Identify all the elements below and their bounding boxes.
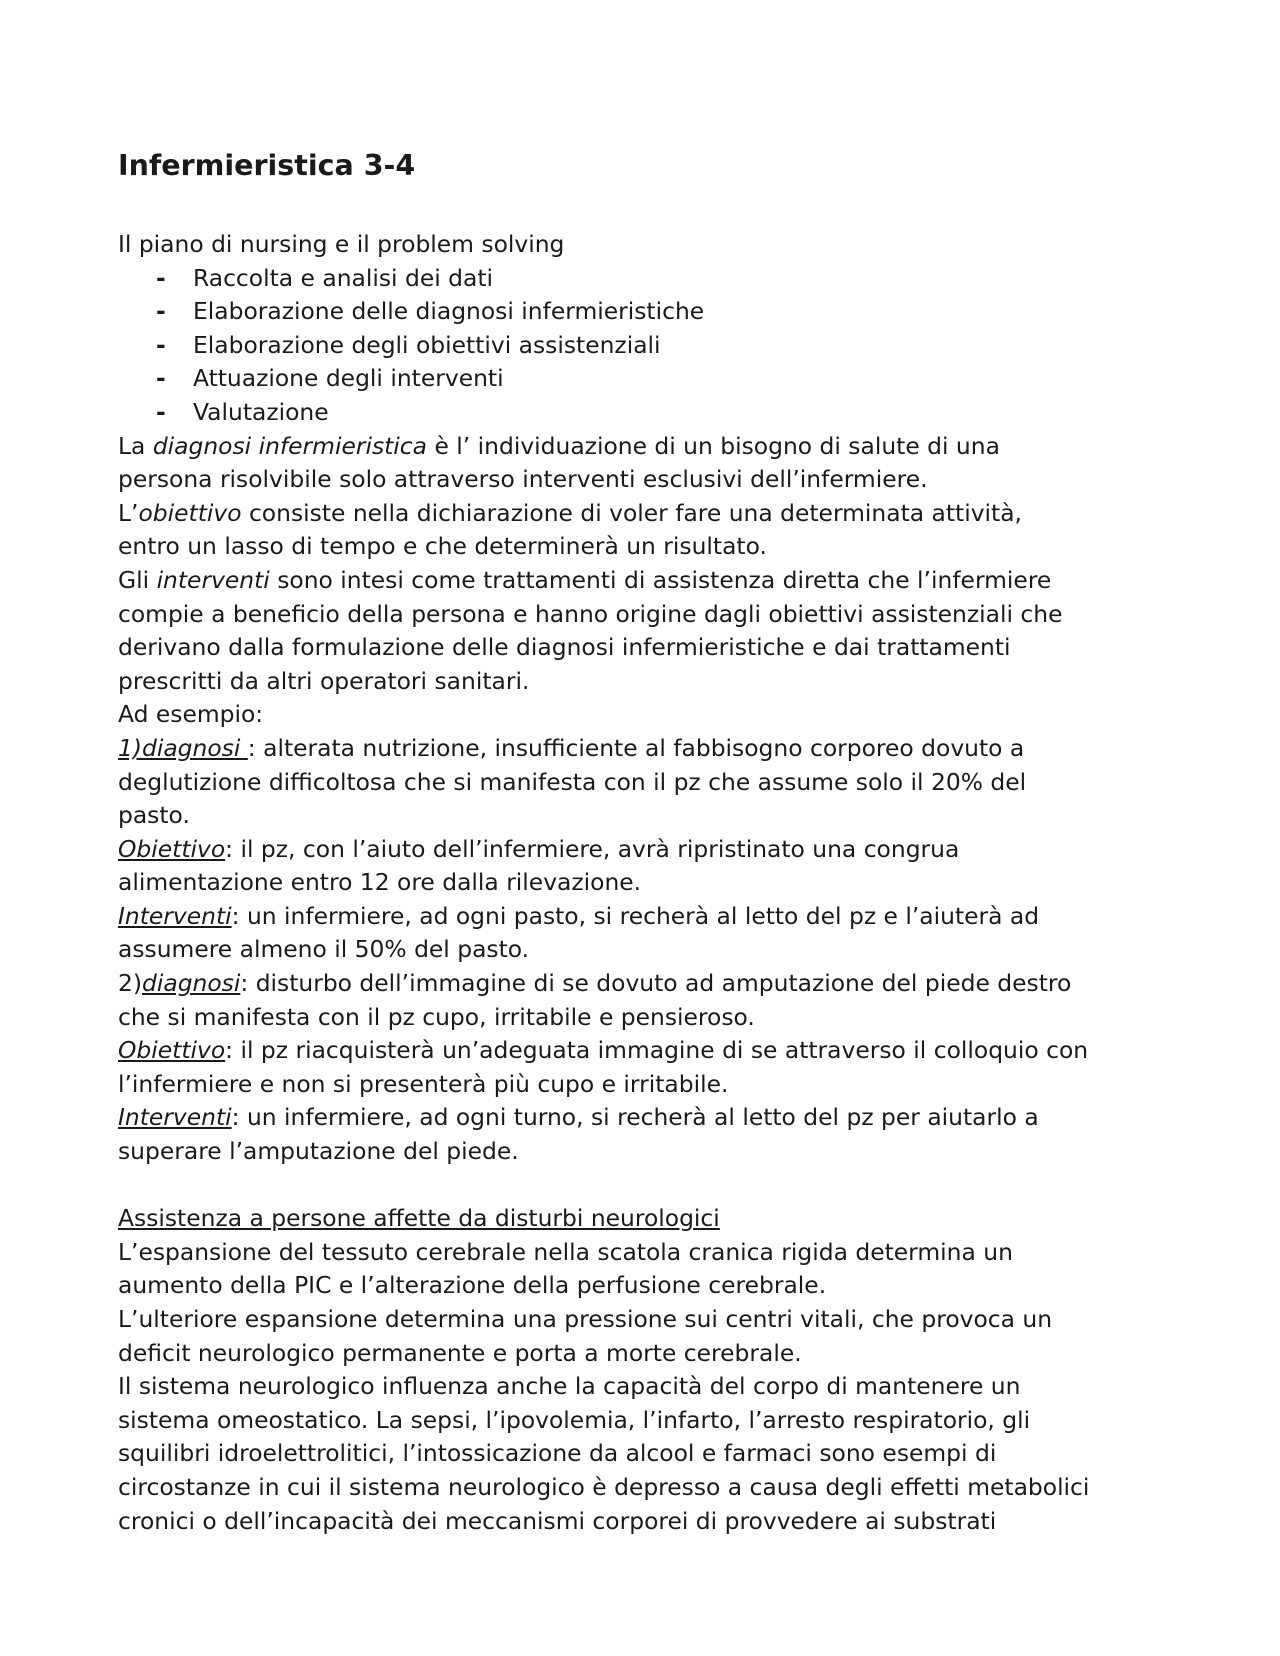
definition-diagnosi-line <box>118 430 1178 464</box>
example1-obiettivo-label: Obiettivo <box>118 834 226 863</box>
text-run: L’ <box>118 498 139 527</box>
section2-line: aumento della PIC e l’alterazione della perfusione cerebrale. <box>118 1271 827 1300</box>
list-item <box>118 329 1178 363</box>
term-interventi: interventi <box>156 565 270 594</box>
example1-interventi-line: assumere almeno il 50% del pasto. <box>118 935 530 964</box>
section2-line: deficit neurologico permanente e porta a morte cerebrale. <box>118 1338 802 1367</box>
list-item-text: Elaborazione delle diagnosi infermieristiche <box>193 297 705 326</box>
section2-line: squilibri idroelettrolitici, l’intossicazione da alcool e farmaci sono esempi di <box>118 1439 997 1468</box>
bullet-dash: - <box>156 397 166 426</box>
text-run: : alterata nutrizione, insufficiente al fabbisogno corporeo dovuto a <box>247 733 1025 762</box>
list-item-text: Raccolta e analisi dei dati <box>193 263 494 292</box>
example1-interventi-label: Interventi <box>118 901 232 930</box>
text-run: Gli <box>118 565 157 594</box>
list-item <box>118 295 1178 329</box>
definition-interventi-line: compie a beneficio della persona e hanno origine dagli obiettivi assistenziali che <box>118 599 1063 628</box>
example1-diagnosi-line <box>118 732 1178 766</box>
example2-diagnosi-line <box>118 967 1178 1001</box>
intro-line: Il piano di nursing e il problem solving <box>118 230 565 258</box>
document-title: Infermieristica 3-4 <box>118 149 416 182</box>
term-diagnosi-infermieristica: diagnosi infermieristica <box>152 431 428 460</box>
section2-line: circostanze in cui il sistema neurologico è depresso a causa degli effetti metabolici <box>118 1472 1090 1501</box>
section2-line: Il sistema neurologico influenza anche la capacità del corpo di mantenere un <box>118 1372 1021 1401</box>
example2-interventi-label: Interventi <box>118 1103 232 1132</box>
example2-diagnosi-line: che si manifesta con il pz cupo, irritabile e pensieroso. <box>118 1002 755 1031</box>
list-item-text: Elaborazione degli obiettivi assistenziali <box>193 330 661 359</box>
section-heading-neurologici: Assistenza a persone affette da disturbi neurologici <box>118 1204 720 1233</box>
text-run: La <box>118 431 153 460</box>
list-item-text: Attuazione degli interventi <box>193 364 504 393</box>
definition-interventi-line: derivano dalla formulazione delle diagnosi infermieristiche e dai trattamenti <box>118 633 1011 662</box>
section2-line: L’ulteriore espansione determina una pressione sui centri vitali, che provoca un <box>118 1305 1053 1333</box>
example1-obiettivo-line <box>118 833 1178 867</box>
list-item <box>118 396 1178 430</box>
list-item <box>118 262 1178 296</box>
definition-diagnosi-line: persona risolvibile solo attraverso interventi esclusivi dell’infermiere. <box>118 465 928 494</box>
document-body <box>118 228 1178 1538</box>
bullet-dash: - <box>156 263 166 292</box>
example2-diagnosi-label: diagnosi <box>142 969 241 998</box>
example1-obiettivo-line: alimentazione entro 12 ore dalla rilevazione. <box>118 868 642 897</box>
definition-interventi-line: prescritti da altri operatori sanitari. <box>118 666 530 695</box>
text-run: : il pz, con l’aiuto dell’infermiere, avrà ripristinato una congrua <box>225 834 960 863</box>
list-item-text: Valutazione <box>193 397 329 426</box>
section2-line: L’espansione del tessuto cerebrale nella scatola cranica rigida determina un <box>118 1237 1013 1266</box>
example1-diagnosi-line: deglutizione difficoltosa che si manifesta con il pz che assume solo il 20% del <box>118 767 1027 796</box>
text-run: sono intesi come trattamenti di assistenza diretta che l’infermiere <box>269 565 1052 594</box>
bullet-dash: - <box>156 297 166 326</box>
list-item <box>118 362 1178 396</box>
section2-line: cronici o dell’incapacità dei meccanismi corporei di provvedere ai substrati <box>118 1506 997 1535</box>
text-run: : un infermiere, ad ogni pasto, si recherà al letto del pz e l’aiuterà ad <box>231 901 1040 930</box>
example2-obiettivo-label: Obiettivo <box>118 1036 226 1065</box>
term-obiettivo: obiettivo <box>138 498 242 527</box>
nursing-steps-list <box>118 262 1178 430</box>
text-run: : il pz riacquisterà un’adeguata immagine di se attraverso il colloquio con <box>225 1036 1089 1065</box>
example2-prefix: 2) <box>118 969 143 998</box>
blank-line <box>118 1169 1178 1203</box>
text-run: : disturbo dell’immagine di se dovuto ad amputazione del piede destro <box>240 969 1072 998</box>
text-run: : un infermiere, ad ogni turno, si recherà al letto del pz per aiutarlo a <box>231 1103 1039 1132</box>
text-run: consiste nella dichiarazione di voler fare una determinata attività, <box>241 498 1022 527</box>
example2-obiettivo-line: l’infermiere e non si presenterà più cupo e irritabile. <box>118 1069 729 1098</box>
example-label: Ad esempio: <box>118 700 264 729</box>
example2-obiettivo-line <box>118 1034 1178 1068</box>
bullet-dash: - <box>156 330 166 359</box>
example1-diagnosi-label: 1)diagnosi <box>118 733 248 762</box>
document-page <box>118 146 1178 1538</box>
title-spacing <box>118 186 1178 228</box>
definition-obiettivo-line: entro un lasso di tempo e che determinerà un risultato. <box>118 532 767 561</box>
example1-interventi-line <box>118 900 1178 934</box>
section2-line: sistema omeostatico. La sepsi, l’ipovolemia, l’infarto, l’arresto respiratorio, gli <box>118 1405 1031 1434</box>
definition-obiettivo-line <box>118 497 1178 531</box>
example2-interventi-line <box>118 1101 1178 1135</box>
example1-diagnosi-line: pasto. <box>118 801 190 830</box>
bullet-dash: - <box>156 364 166 393</box>
text-run: è l’ individuazione di un bisogno di salute di una <box>427 431 1000 460</box>
example2-interventi-line: superare l’amputazione del piede. <box>118 1137 519 1166</box>
definition-interventi-line <box>118 564 1178 598</box>
